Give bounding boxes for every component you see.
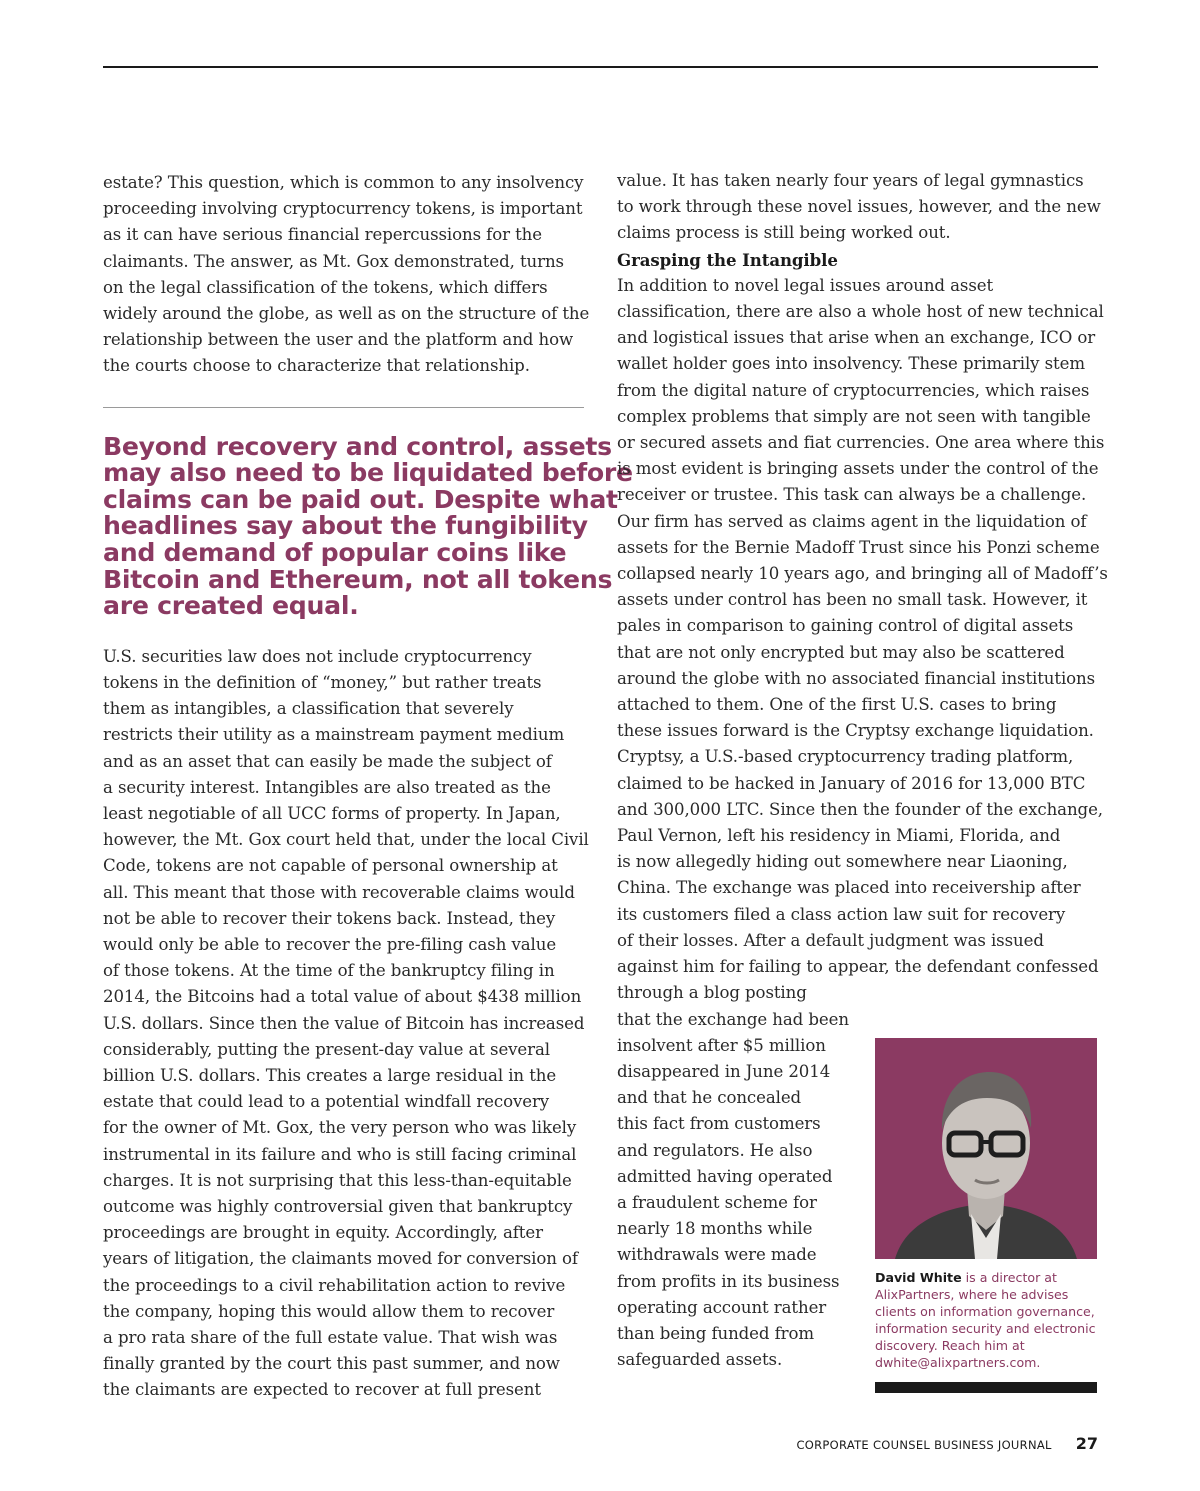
text-line: or secured assets and fiat currencies. One area where this (617, 433, 1105, 453)
text-line: admitted having operated (617, 1166, 833, 1186)
text-line: instrumental in its failure and who is still facing criminal (103, 1144, 577, 1164)
text-line: years of litigation, the claimants moved for conversion of (103, 1249, 578, 1269)
text-line: claims process is still being worked out. (617, 223, 951, 243)
text-line: its customers filed a class action law suit for recovery (617, 904, 1066, 924)
text-line: against him for failing to appear, the defendant confessed (617, 957, 1099, 977)
top-rule (103, 66, 1098, 68)
text-line: estate? This question, which is common to any insolvency (103, 173, 584, 192)
text-line: on the legal classification of the tokens, which differs (103, 277, 548, 297)
bio-bottom-rule (875, 1382, 1097, 1393)
text-line: not be able to recover their tokens back. Instead, they (103, 908, 556, 928)
pullquote-line: claims can be paid out. Despite what (103, 484, 618, 514)
pullquote-line: Bitcoin and Ethereum, not all tokens (103, 564, 613, 594)
text-line: 2014, the Bitcoins had a total value of about $438 million (103, 987, 582, 1007)
text-line: In addition to novel legal issues around asset (617, 275, 994, 295)
text-line: them as intangibles, a classification that severely (103, 699, 514, 719)
text-line: charges. It is not surprising that this less-than-equitable (103, 1170, 572, 1190)
text-line: a pro rata share of the full estate value. That wish was (103, 1328, 558, 1348)
text-line: Cryptsy, a U.S.-based cryptocurrency trading platform, (617, 747, 1074, 767)
text-line: and logistical issues that arise when an exchange, ICO or (617, 328, 1096, 348)
text-line: China. The exchange was placed into receivership after (617, 878, 1081, 898)
text-line: that the exchange had been (617, 1009, 849, 1029)
text-line: as it can have serious financial repercussions for the (103, 225, 542, 245)
text-line: Paul Vernon, left his residency in Miami, Florida, and (617, 826, 1061, 846)
text-line: these issues forward is the Cryptsy exchange liquidation. (617, 721, 1094, 741)
author-name: David White (875, 1270, 962, 1285)
text-line: complex problems that simply are not seen with tangible (617, 406, 1091, 426)
text-line: operating account rather (617, 1297, 827, 1317)
text-line: safeguarded assets. (617, 1350, 783, 1370)
text-line: proceeding involving cryptocurrency tokens, is important (103, 199, 583, 219)
text-line: outcome was highly controversial given that bankruptcy (103, 1197, 573, 1217)
text-line: U.S. securities law does not include cryptocurrency (103, 646, 532, 666)
text-line: than being funded from (617, 1323, 814, 1343)
text-line: the proceedings to a civil rehabilitation action to revive (103, 1275, 566, 1295)
pull-quote (103, 431, 633, 621)
text-line: to work through these novel issues, however, and the new (617, 197, 1101, 217)
bio-line: David White is a director at (875, 1270, 1057, 1285)
text-line: is most evident is bringing assets under the control of the (617, 459, 1099, 479)
text-line: Our firm has served as claims agent in the liquidation of (617, 511, 1087, 531)
text-line: relationship between the user and the platform and how (103, 330, 574, 350)
text-line: and regulators. He also (617, 1140, 813, 1160)
pullquote-line: and demand of popular coins like (103, 538, 567, 567)
text-line: the courts choose to characterize that relationship. (103, 356, 530, 376)
author-bio-box (875, 1038, 1097, 1371)
text-line: of their losses. After a default judgment was issued (617, 930, 1044, 950)
text-line: finally granted by the court this past summer, and now (103, 1354, 560, 1374)
text-line: disappeared in June 2014 (617, 1061, 831, 1081)
text-line: restricts their utility as a mainstream payment medium (103, 725, 565, 745)
page-footer (796, 1434, 1098, 1453)
text-line: and 300,000 LTC. Since then the founder of the exchange, (617, 799, 1103, 819)
text-line: receiver or trustee. This task can always be a challenge. (617, 485, 1087, 505)
left-intro-paragraph (103, 170, 588, 380)
text-line: and that he concealed (617, 1088, 802, 1108)
page-number: 27 (1075, 1434, 1098, 1453)
bio-line: discovery. Reach him at (875, 1338, 1025, 1353)
text-line: a security interest. Intangibles are also treated as the (103, 777, 551, 797)
bio-line: information security and electronic (875, 1321, 1096, 1336)
pullquote-line: headlines say about the fungibility (103, 511, 588, 541)
text-line: attached to them. One of the first U.S. cases to bring (617, 695, 1057, 715)
author-bio-text (875, 1269, 1097, 1371)
text-line: billion U.S. dollars. This creates a large residual in the (103, 1066, 557, 1086)
text-line: is now allegedly hiding out somewhere near Liaoning, (617, 852, 1068, 872)
text-line: least negotiable of all UCC forms of property. In Japan, (103, 804, 561, 823)
text-line: the claimants are expected to recover at full present (103, 1380, 541, 1400)
text-line: value. It has taken nearly four years of legal gymnastics (617, 171, 1084, 190)
text-line: nearly 18 months while (617, 1219, 813, 1239)
text-line: claimants. The answer, as Mt. Gox demonstrated, turns (103, 251, 564, 271)
text-line: the company, hoping this would allow them to recover (103, 1301, 555, 1321)
text-line: withdrawals were made (617, 1245, 817, 1265)
text-line: tokens in the definition of “money,” but rather treats (103, 672, 542, 692)
bio-line: clients on information governance, (875, 1304, 1095, 1319)
left-column (103, 170, 633, 1404)
text-line: and as an asset that can easily be made the subject of (103, 751, 552, 771)
text-line: of those tokens. At the time of the bankruptcy filing in (103, 961, 555, 981)
text-line: classification, there are also a whole host of new technical (617, 302, 1104, 322)
left-body-paragraph (103, 644, 588, 1404)
text-line: all. This meant that those with recoverable claims would (103, 882, 575, 902)
text-line: a fraudulent scheme for (617, 1192, 817, 1212)
pullquote-line: Beyond recovery and control, assets (103, 431, 612, 461)
pullquote-line: are created equal. (103, 591, 359, 621)
text-line: from profits in its business (617, 1271, 840, 1291)
author-photo (875, 1038, 1097, 1259)
text-line: this fact from customers (617, 1114, 821, 1134)
text-line: wallet holder goes into insolvency. These primarily stem (617, 354, 1085, 374)
text-line: through a blog posting (617, 983, 807, 1003)
pullquote-line: may also need to be liquidated before (103, 458, 633, 488)
text-line: proceedings are brought in equity. Accordingly, after (103, 1223, 543, 1243)
text-line: would only be able to recover the pre-filing cash value (103, 935, 557, 955)
text-line: around the globe with no associated financial institutions (617, 668, 1096, 688)
text-line: Code, tokens are not capable of personal ownership at (103, 856, 558, 876)
text-line: insolvent after $5 million (617, 1035, 826, 1055)
pullquote-divider (103, 407, 584, 408)
text-line: that are not only encrypted but may also be scattered (617, 642, 1065, 662)
section-heading: Grasping the Intangible (617, 249, 838, 270)
text-line: assets under control has been no small task. However, it (617, 590, 1088, 610)
text-line: collapsed nearly 10 years ago, and bringing all of Madoff’s (617, 564, 1108, 584)
text-line: claimed to be hacked in January of 2016 for 13,000 BTC (617, 773, 1086, 793)
text-line: however, the Mt. Gox court held that, under the local Civil (103, 830, 589, 850)
text-line: estate that could lead to a potential windfall recovery (103, 1092, 550, 1112)
right-intro-paragraph (617, 168, 1102, 247)
author-portrait-image (875, 1038, 1097, 1259)
text-line: from the digital nature of cryptocurrencies, which raises (617, 380, 1090, 400)
text-line: widely around the globe, as well as on the structure of the (103, 304, 590, 324)
bio-line: AlixPartners, where he advises (875, 1287, 1069, 1302)
text-line: assets for the Bernie Madoff Trust since his Ponzi scheme (617, 537, 1100, 557)
text-line: pales in comparison to gaining control of digital assets (617, 616, 1074, 636)
bio-line: dwhite@alixpartners.com. (875, 1355, 1041, 1370)
text-line: considerably, putting the present-day value at several (103, 1039, 550, 1059)
text-line: for the owner of Mt. Gox, the very person who was likely (103, 1118, 577, 1138)
journal-name: CORPORATE COUNSEL BUSINESS JOURNAL (796, 1438, 1052, 1452)
text-line: U.S. dollars. Since then the value of Bitcoin has increased (103, 1013, 585, 1033)
